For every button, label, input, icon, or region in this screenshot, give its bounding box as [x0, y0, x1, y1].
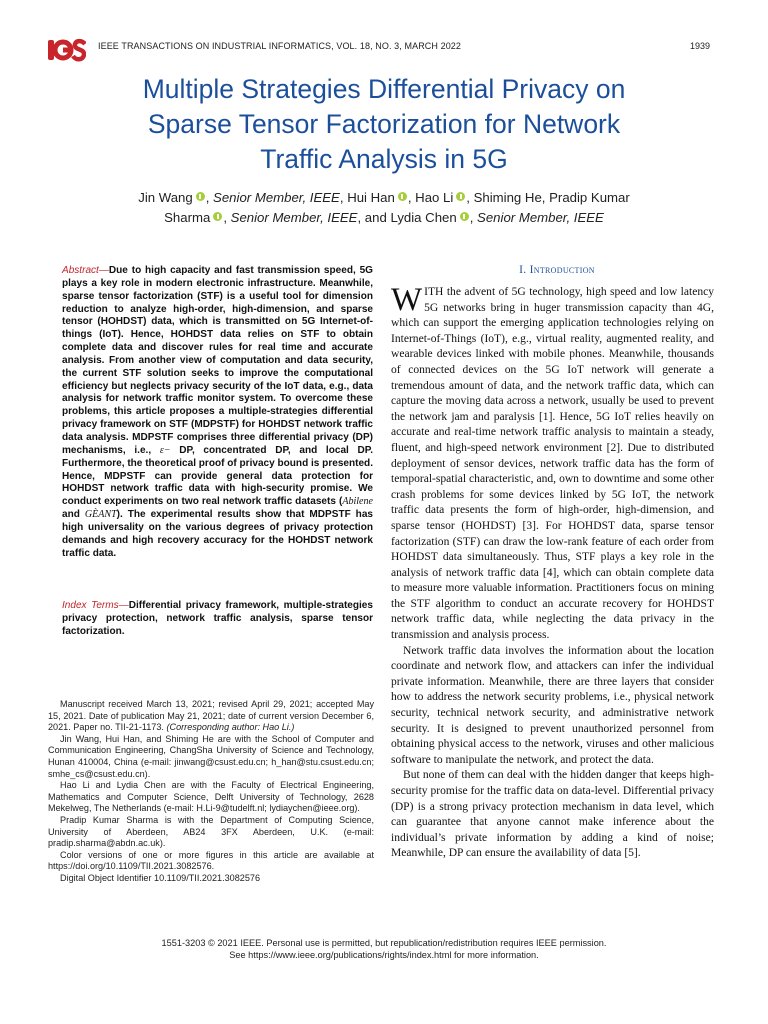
ies-logo	[48, 38, 86, 62]
footnote-affiliation: Pradip Kumar Sharma is with the Department of Computing Science, University of Aberdeen, AB24 3FX Aberdeen, U.K. (e-mail: pradip.sharma@abdn.ac.uk).	[48, 814, 374, 849]
article-title	[70, 72, 698, 177]
abstract-text: ). The experimental results show that MDPSTF has high universality on the various degrees of privacy protection demands and high recovery accuracy for the HOHDST network traffic data.	[62, 509, 373, 559]
title-line: Traffic Analysis in 5G	[260, 144, 508, 174]
rights-link-line: See https://www.ieee.org/publications/rights/index.html for more information.	[229, 950, 539, 960]
footnote-text: Manuscript received March 13, 2021; revised April 29, 2021; accepted May 15, 2021. Date of publication May 21, 2021; date of current version December 6, 2021. Paper no. TII-21-1173.	[48, 699, 374, 733]
page-number: 1939	[689, 41, 710, 51]
abstract-text: Due to high capacity and fast transmission speed, 5G plays a key role in modern electronic infrastructure. Meanwhile, sparse tensor factorization (STF) is a useful tool for dimension reduction to analyze high-order, high-dimension, and sparse tensor (HOHDST) data, which is transmitted on 5G Internet-of-things (IoT). Hence, HOHDST data relies on STF to obtain complete data and discover rules for real time and accurate analysis. From another view of computation and data security, the current STF solution seeks to improve the computational efficiency but neglects privacy security of the IoT data, e.g., data analysis for network traffic monitor system. To overcome these problems, this article proposes a multiple-strategies differential privacy framework on STF (MDPSTF) for HOHDST network traffic data analysis. MDPSTF comprises three differential privacy (DP) mechanisms, i.e.,	[62, 265, 373, 456]
author-list	[60, 188, 708, 228]
epsilon-math: ε−	[159, 444, 171, 456]
abstract-label: Abstract	[62, 265, 99, 276]
author-name: Shiming He	[473, 190, 542, 205]
orcid-icon[interactable]	[456, 192, 465, 201]
orcid-icon[interactable]	[398, 192, 407, 201]
paragraph: But none of them can deal with the hidden danger that keeps high-security promise for the traffic data on data-level. Differential privacy (DP) is a strong privacy protection mechanism in data level, which can guarantee that anyone cannot make inference about the individual’s private information by adding a kind of noise; Meanwhile, DP can ensure the availability of data [5].	[391, 769, 714, 860]
section-title-initial: I	[529, 264, 534, 276]
abstract-text: and	[62, 509, 80, 521]
orcid-icon[interactable]	[460, 212, 469, 221]
copyright-line: 1551-3203 © 2021 IEEE. Personal use is permitted, but republication/redistribution requires IEEE permission.	[161, 938, 607, 948]
index-terms-text: Differential privacy framework, multiple-strategies privacy protection, network traffic analysis, sparse tensor factorization.	[62, 600, 373, 637]
dataset-geant: GÈANT	[84, 509, 117, 521]
abstract	[62, 265, 373, 560]
journal-header: IEEE TRANSACTIONS ON INDUSTRIAL INFORMATICS, VOL. 18, NO. 3, MARCH 2022	[98, 41, 462, 51]
section-number: I.	[519, 264, 527, 276]
footnote-affiliation: Jin Wang, Hui Han, and Shiming He are with the School of Computer and Communication Engineering, ChangSha University of Science and Technology, Hunan 410004, China (e-mail: jinwang@csust.edu.cn; h_han@stu.csust.edu.cn; smhe_cs@csust.edu.cn).	[48, 733, 374, 779]
abstract-text: DP, concentrated DP, and local DP. Furthermore, the theoretical proof of privacy bound is presented. Hence, MDPSTF can provide general data protection for HOHDST network traffic data with high-security promise. We conduct experiments on two real network traffic datasets (	[62, 444, 373, 508]
author-name: Jin Wang	[138, 190, 193, 205]
section-title-rest: ntroduction	[533, 264, 595, 276]
footnote-received	[48, 699, 374, 734]
copyright-footer	[0, 937, 768, 961]
orcid-icon[interactable]	[213, 212, 222, 221]
author-name: Hao Li	[415, 190, 454, 205]
author-name: Hui Han	[347, 190, 395, 205]
and-word: and	[364, 210, 387, 225]
index-terms-dash: —	[118, 600, 129, 611]
paragraph	[391, 282, 714, 644]
author-name: Sharma	[164, 210, 211, 225]
abstract-dash: —	[98, 265, 109, 276]
section-heading	[394, 264, 720, 276]
footnote-color-versions: Color versions of one or more figures in this article are available at https://doi.org/10.1109/TII.2021.3082576.	[48, 849, 374, 872]
introduction-body	[391, 282, 714, 862]
footnote-doi: Digital Object Identifier 10.1109/TII.2021.3082576	[60, 872, 261, 883]
footnote-affiliation: Hao Li and Lydia Chen are with the Faculty of Electrical Engineering, Mathematics and Computer Science, Delft University of Technology, 2628 Mekelweg, The Netherlands (e-mail: H.Li-9@tudelft.nl; lydiaychen@ieee.org).	[48, 780, 374, 814]
author-role: Senior Member, IEEE	[230, 210, 358, 225]
orcid-icon[interactable]	[196, 192, 205, 201]
corresponding-author: (Corresponding author: Hao Li.)	[166, 722, 295, 733]
author-line-2: Sharma , Senior Member, IEEE, and Lydia Chen , Senior Member, IEEE	[164, 210, 604, 225]
paragraph-text: ITH the advent of 5G technology, high speed and low latency 5G networks bring in huger transmission capacity than 4G, which can support the emerging application technologies relying on Internet-of-Things (IoT), e.g., virtual reality, augmented reality, and wearable devices linked with mobile phones. Meanwhile, thousands of connected devices on the 5G IoT network will generate a tremendous amount of data, and the network traffic data, which can capture the moving data across a network, usually be used to prevent the network jam and paralysis [1]. Hence, 5G IoT relies heavily on accurate and real-time network traffic analysis to maintain a steady, fluent, and high-speed network environment [2]. Due to distributed deployment of sensor devices, network traffic data has the form of temporal-spatial characteristic, and, own to downtime and some other crash problems for some devices linked by 5G IoT, the network traffic data presents the form of high-order, high-dimension, and sparse tensor (HOHDST) [3]. For HOHDST data, sparse tensor factorization (STF) can draw the low-rank feature of each order from HOHDST data simultaneously. Thus, STF plays a key role in the analysis of network traffic data [4], which can obtain complete data to measure more valuable information. Practitioners focus on mining the STF algorithm to conduct an accurate recovery for HOHDST network traffic data, while neglecting the data privacy in the transmission and analysis process.	[391, 286, 714, 642]
dataset-abilene: Abilene	[342, 496, 373, 508]
author-line-1: Jin Wang , Senior Member, IEEE, Hui Han , Hao Li , Shiming He, Pradip Kumar	[138, 190, 630, 205]
title-line: Sparse Tensor Factorization for Network	[147, 109, 621, 139]
paragraph: Network traffic data involves the information about the location coordinate and network flow, and attackers can infer the individual private information. Meanwhile, there are three layers that consider how to address the network security problems, i.e., physical network security, technical network security, and administrative network security. It is designed to prevent unauthorized personnel from obtaining physical access to the network, viruses and other malicious software to manipulate the network, and protect the data.	[391, 644, 714, 766]
author-name: Pradip Kumar	[549, 190, 630, 205]
index-terms-label: Index Terms	[62, 600, 119, 611]
author-name: Lydia Chen	[390, 210, 457, 225]
author-role: Senior Member, IEEE	[477, 210, 604, 225]
title-line: Multiple Strategies Differential Privacy on	[142, 74, 626, 104]
drop-cap: W	[391, 282, 423, 318]
footnotes	[48, 699, 374, 885]
author-role: Senior Member, IEEE	[213, 190, 340, 205]
index-terms	[62, 600, 373, 639]
